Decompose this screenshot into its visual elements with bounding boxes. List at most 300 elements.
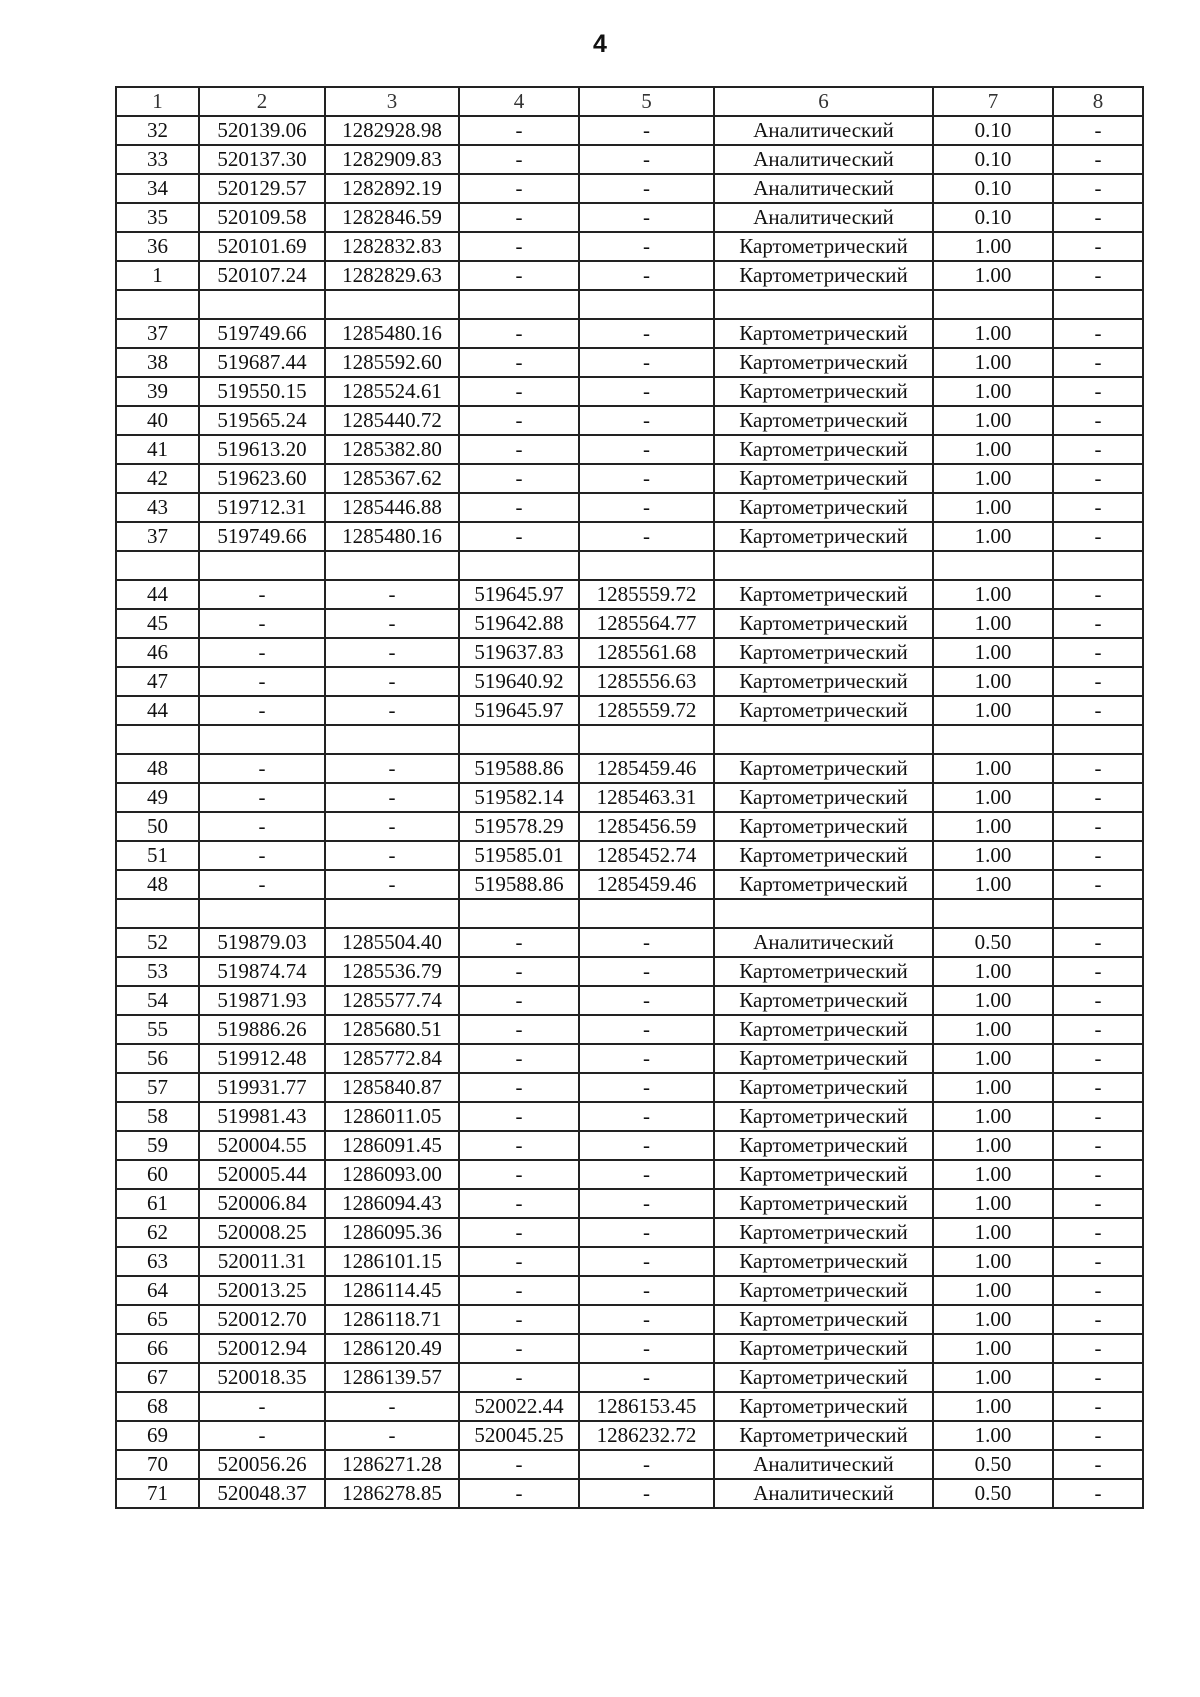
table-cell: 520056.26 <box>199 1450 325 1479</box>
table-row <box>116 667 1143 696</box>
table-cell: - <box>459 1073 579 1102</box>
table-cell: 1285577.74 <box>325 986 459 1015</box>
table-cell: 35 <box>116 203 199 232</box>
table-cell: Картометрический <box>714 232 933 261</box>
table-cell: Картометрический <box>714 1189 933 1218</box>
table-cell: 42 <box>116 464 199 493</box>
table-cell: 49 <box>116 783 199 812</box>
table-cell: Картометрический <box>714 1218 933 1247</box>
table-cell: - <box>1053 1421 1143 1450</box>
table-row <box>116 754 1143 783</box>
table-cell: 1.00 <box>933 348 1053 377</box>
table-cell: Картометрический <box>714 261 933 290</box>
table-cell: 1286095.36 <box>325 1218 459 1247</box>
table-cell: 1285480.16 <box>325 319 459 348</box>
table-row <box>116 638 1143 667</box>
table-cell: 1.00 <box>933 1305 1053 1334</box>
table-cell: 519981.43 <box>199 1102 325 1131</box>
column-header: 2 <box>199 87 325 116</box>
table-row <box>116 1073 1143 1102</box>
table-cell: 40 <box>116 406 199 435</box>
table-cell: 64 <box>116 1276 199 1305</box>
table-row <box>116 812 1143 841</box>
table-cell: - <box>459 928 579 957</box>
table-cell: - <box>199 667 325 696</box>
table-cell: 32 <box>116 116 199 145</box>
table-cell: Картометрический <box>714 1044 933 1073</box>
table-cell: - <box>199 783 325 812</box>
table-row <box>116 783 1143 812</box>
table-cell: - <box>199 841 325 870</box>
table-cell: Аналитический <box>714 116 933 145</box>
table-cell: - <box>459 1131 579 1160</box>
table-cell <box>459 290 579 319</box>
table-cell: 60 <box>116 1160 199 1189</box>
table-cell: 0.10 <box>933 116 1053 145</box>
table-row <box>116 145 1143 174</box>
table-cell: - <box>1053 232 1143 261</box>
table-cell: 61 <box>116 1189 199 1218</box>
table-cell: - <box>325 870 459 899</box>
table-cell: 519640.92 <box>459 667 579 696</box>
table-cell: 45 <box>116 609 199 638</box>
table-cell: 48 <box>116 754 199 783</box>
table-row <box>116 928 1143 957</box>
table-cell: 519642.88 <box>459 609 579 638</box>
table-cell: 520006.84 <box>199 1189 325 1218</box>
table-cell: 1286114.45 <box>325 1276 459 1305</box>
table-cell: 1285446.88 <box>325 493 459 522</box>
column-header: 8 <box>1053 87 1143 116</box>
table-cell: 1.00 <box>933 464 1053 493</box>
table-cell: Картометрический <box>714 609 933 638</box>
table-cell: - <box>1053 580 1143 609</box>
table-row <box>116 377 1143 406</box>
table-cell <box>579 290 714 319</box>
table-cell: - <box>579 406 714 435</box>
table-cell: - <box>459 464 579 493</box>
table-cell: Картометрический <box>714 406 933 435</box>
table-cell: 56 <box>116 1044 199 1073</box>
table-cell: 1.00 <box>933 1392 1053 1421</box>
table-cell: 1.00 <box>933 1044 1053 1073</box>
table-cell: 1286101.15 <box>325 1247 459 1276</box>
table-cell <box>116 290 199 319</box>
table-cell: 50 <box>116 812 199 841</box>
table-cell: - <box>1053 145 1143 174</box>
table-cell: 34 <box>116 174 199 203</box>
table-cell: 52 <box>116 928 199 957</box>
table-cell: - <box>1053 754 1143 783</box>
table-cell <box>579 551 714 580</box>
table-cell: 519623.60 <box>199 464 325 493</box>
table-cell: 520008.25 <box>199 1218 325 1247</box>
table-cell <box>199 290 325 319</box>
table-cell: Картометрический <box>714 464 933 493</box>
table-cell: - <box>1053 174 1143 203</box>
table-cell: Картометрический <box>714 638 933 667</box>
table-cell: - <box>199 609 325 638</box>
table-cell: - <box>459 1276 579 1305</box>
column-header: 7 <box>933 87 1053 116</box>
table-cell: 1.00 <box>933 522 1053 551</box>
table-cell: 1.00 <box>933 667 1053 696</box>
table-cell: 1.00 <box>933 232 1053 261</box>
table-cell: - <box>1053 638 1143 667</box>
table-cell: - <box>459 1102 579 1131</box>
table-cell: Картометрический <box>714 870 933 899</box>
table-row <box>116 493 1143 522</box>
table-cell: 519578.29 <box>459 812 579 841</box>
table-row <box>116 522 1143 551</box>
table-cell: 519613.20 <box>199 435 325 464</box>
table-cell: 43 <box>116 493 199 522</box>
table-cell: - <box>579 203 714 232</box>
table-cell: - <box>579 957 714 986</box>
table-cell: Картометрический <box>714 435 933 464</box>
table-cell: 1.00 <box>933 435 1053 464</box>
table-cell: 1282832.83 <box>325 232 459 261</box>
table-cell: - <box>1053 1479 1143 1508</box>
table-cell: - <box>459 319 579 348</box>
table-cell: - <box>579 1160 714 1189</box>
table-cell <box>714 290 933 319</box>
header-row <box>116 87 1143 116</box>
column-header: 3 <box>325 87 459 116</box>
table-cell: 58 <box>116 1102 199 1131</box>
table-cell: 38 <box>116 348 199 377</box>
table-cell: - <box>1053 841 1143 870</box>
table-cell: 519931.77 <box>199 1073 325 1102</box>
table-cell: 520011.31 <box>199 1247 325 1276</box>
table-cell: Картометрический <box>714 696 933 725</box>
table-cell <box>199 725 325 754</box>
table-cell: - <box>1053 1450 1143 1479</box>
table-cell: 41 <box>116 435 199 464</box>
table-cell: 520139.06 <box>199 116 325 145</box>
table-cell: 1286139.57 <box>325 1363 459 1392</box>
table-cell: - <box>459 406 579 435</box>
table-cell: 1282909.83 <box>325 145 459 174</box>
table-cell: - <box>459 493 579 522</box>
table-cell: - <box>325 841 459 870</box>
table-cell: - <box>325 667 459 696</box>
table-cell: 71 <box>116 1479 199 1508</box>
table-cell: 1.00 <box>933 812 1053 841</box>
table-cell: - <box>1053 464 1143 493</box>
table-cell: 1.00 <box>933 1073 1053 1102</box>
table-cell: - <box>579 1102 714 1131</box>
table-row <box>116 1218 1143 1247</box>
table-cell: Аналитический <box>714 1450 933 1479</box>
table-cell: 1.00 <box>933 754 1053 783</box>
table-cell: Картометрический <box>714 667 933 696</box>
table-cell: - <box>579 348 714 377</box>
table-cell: 1.00 <box>933 957 1053 986</box>
table-cell <box>459 725 579 754</box>
table-cell: - <box>199 638 325 667</box>
table-cell: 33 <box>116 145 199 174</box>
table-cell: 520004.55 <box>199 1131 325 1160</box>
table-cell: - <box>459 377 579 406</box>
table-cell: 1285440.72 <box>325 406 459 435</box>
table-cell <box>579 899 714 928</box>
table-cell: 1.00 <box>933 1363 1053 1392</box>
table-row <box>116 203 1143 232</box>
table-cell: - <box>579 1015 714 1044</box>
table-cell: 1285452.74 <box>579 841 714 870</box>
table-cell <box>1053 290 1143 319</box>
table-cell: 519749.66 <box>199 522 325 551</box>
table-cell: - <box>325 812 459 841</box>
table-row <box>116 1131 1143 1160</box>
table-cell: 47 <box>116 667 199 696</box>
table-cell: Аналитический <box>714 928 933 957</box>
table-cell: - <box>579 464 714 493</box>
table-cell: 63 <box>116 1247 199 1276</box>
table-cell: 520022.44 <box>459 1392 579 1421</box>
table-cell: - <box>579 435 714 464</box>
table-cell: 520013.25 <box>199 1276 325 1305</box>
table-cell: 1.00 <box>933 1334 1053 1363</box>
table-cell: 69 <box>116 1421 199 1450</box>
table-spacer-row <box>116 551 1143 580</box>
table-row <box>116 232 1143 261</box>
table-cell: Картометрический <box>714 1131 933 1160</box>
table-cell: - <box>1053 957 1143 986</box>
table-cell: Картометрический <box>714 1392 933 1421</box>
table-cell: 37 <box>116 522 199 551</box>
table-cell: - <box>459 174 579 203</box>
table-cell: - <box>459 203 579 232</box>
table-cell: 59 <box>116 1131 199 1160</box>
table-cell: 1286094.43 <box>325 1189 459 1218</box>
table-cell <box>1053 725 1143 754</box>
table-cell: 68 <box>116 1392 199 1421</box>
table-cell: 54 <box>116 986 199 1015</box>
table-cell: - <box>579 928 714 957</box>
table-cell <box>579 725 714 754</box>
table-row <box>116 1102 1143 1131</box>
table-row <box>116 1450 1143 1479</box>
table-cell: 1285459.46 <box>579 870 714 899</box>
table-cell: - <box>459 1160 579 1189</box>
table-cell: 1285561.68 <box>579 638 714 667</box>
table-cell: 519585.01 <box>459 841 579 870</box>
table-cell: - <box>579 319 714 348</box>
table-cell: - <box>579 1450 714 1479</box>
table-cell: 1 <box>116 261 199 290</box>
table-cell: 37 <box>116 319 199 348</box>
table-cell: - <box>199 870 325 899</box>
table-cell: 1285480.16 <box>325 522 459 551</box>
table-cell: - <box>459 261 579 290</box>
table-cell: 39 <box>116 377 199 406</box>
table-cell <box>199 899 325 928</box>
table-cell <box>1053 551 1143 580</box>
table-cell: 1285504.40 <box>325 928 459 957</box>
table-cell: - <box>459 1015 579 1044</box>
table-spacer-row <box>116 290 1143 319</box>
table-row <box>116 696 1143 725</box>
table-cell: - <box>579 1247 714 1276</box>
table-cell: 519871.93 <box>199 986 325 1015</box>
table-cell: 519645.97 <box>459 580 579 609</box>
table-row <box>116 406 1143 435</box>
table-cell: - <box>579 377 714 406</box>
table-cell: - <box>1053 493 1143 522</box>
table-cell: - <box>325 754 459 783</box>
table-row <box>116 116 1143 145</box>
table-cell: Картометрический <box>714 841 933 870</box>
page-number: 4 <box>593 30 607 58</box>
table-cell <box>325 290 459 319</box>
table-row <box>116 1334 1143 1363</box>
table-cell: 519749.66 <box>199 319 325 348</box>
table-cell: - <box>459 145 579 174</box>
table-cell: - <box>1053 1392 1143 1421</box>
table-cell <box>199 551 325 580</box>
table-cell: 67 <box>116 1363 199 1392</box>
table-cell <box>1053 899 1143 928</box>
table-cell: 1286093.00 <box>325 1160 459 1189</box>
table-cell: - <box>459 435 579 464</box>
table-cell: 0.10 <box>933 174 1053 203</box>
table-cell: 519886.26 <box>199 1015 325 1044</box>
table-cell: 1282846.59 <box>325 203 459 232</box>
table-cell: 1.00 <box>933 696 1053 725</box>
table-cell: 519712.31 <box>199 493 325 522</box>
table-cell: 1285559.72 <box>579 580 714 609</box>
table-cell: 1285459.46 <box>579 754 714 783</box>
table-cell: 1.00 <box>933 406 1053 435</box>
table-cell: 1286011.05 <box>325 1102 459 1131</box>
table-cell: 1.00 <box>933 986 1053 1015</box>
table-cell: - <box>1053 928 1143 957</box>
table-cell: - <box>579 145 714 174</box>
table-cell: - <box>325 783 459 812</box>
table-cell: 1285556.63 <box>579 667 714 696</box>
table-cell: - <box>1053 986 1143 1015</box>
column-header: 5 <box>579 87 714 116</box>
table-cell: 1.00 <box>933 580 1053 609</box>
table-cell: - <box>459 232 579 261</box>
table-cell: Картометрический <box>714 1363 933 1392</box>
table-row <box>116 1015 1143 1044</box>
table-cell: 1.00 <box>933 319 1053 348</box>
table-cell: - <box>199 1421 325 1450</box>
table-cell <box>933 899 1053 928</box>
table-cell: - <box>459 1189 579 1218</box>
table-cell: 1282928.98 <box>325 116 459 145</box>
table-cell: 1286120.49 <box>325 1334 459 1363</box>
table-cell: - <box>199 580 325 609</box>
table-cell: 1286153.45 <box>579 1392 714 1421</box>
table-cell: 1285592.60 <box>325 348 459 377</box>
table-cell: 36 <box>116 232 199 261</box>
table-cell: 519582.14 <box>459 783 579 812</box>
table-cell: - <box>325 1392 459 1421</box>
table-row <box>116 841 1143 870</box>
table-cell: - <box>1053 870 1143 899</box>
table-cell: 55 <box>116 1015 199 1044</box>
table-cell: 44 <box>116 696 199 725</box>
table-cell: Картометрический <box>714 1247 933 1276</box>
table-cell: 519874.74 <box>199 957 325 986</box>
table-cell: 519637.83 <box>459 638 579 667</box>
table-cell: - <box>199 812 325 841</box>
table-cell: - <box>579 493 714 522</box>
table-row <box>116 435 1143 464</box>
table-cell: 1.00 <box>933 1015 1053 1044</box>
table-cell: 51 <box>116 841 199 870</box>
table-cell: - <box>1053 1044 1143 1073</box>
table-cell: - <box>1053 1276 1143 1305</box>
table-cell: 70 <box>116 1450 199 1479</box>
table-cell: 0.10 <box>933 145 1053 174</box>
table-cell: 1286118.71 <box>325 1305 459 1334</box>
table-cell: Картометрический <box>714 580 933 609</box>
table-cell: 519588.86 <box>459 870 579 899</box>
table-cell: 1282829.63 <box>325 261 459 290</box>
table-cell: Картометрический <box>714 812 933 841</box>
table-cell <box>325 551 459 580</box>
table-cell: - <box>579 1479 714 1508</box>
table-cell <box>325 899 459 928</box>
table-cell: 1.00 <box>933 1160 1053 1189</box>
table-cell: 0.50 <box>933 1450 1053 1479</box>
table-cell: Картометрический <box>714 754 933 783</box>
table-cell: 519550.15 <box>199 377 325 406</box>
table-cell: Аналитический <box>714 145 933 174</box>
column-header: 1 <box>116 87 199 116</box>
column-header: 6 <box>714 87 933 116</box>
table-cell: Картометрический <box>714 1015 933 1044</box>
table-cell: 519912.48 <box>199 1044 325 1073</box>
table-cell <box>116 551 199 580</box>
table-cell <box>116 899 199 928</box>
table-cell <box>459 899 579 928</box>
table-cell: - <box>459 1450 579 1479</box>
table-cell: - <box>459 1247 579 1276</box>
table-cell: - <box>459 1218 579 1247</box>
table-cell: Картометрический <box>714 1305 933 1334</box>
table-cell: 62 <box>116 1218 199 1247</box>
table-cell: - <box>579 1131 714 1160</box>
table-cell: 1.00 <box>933 261 1053 290</box>
table-cell: - <box>579 1305 714 1334</box>
table-cell: 57 <box>116 1073 199 1102</box>
table-cell: 1.00 <box>933 377 1053 406</box>
table-cell: - <box>1053 609 1143 638</box>
table-cell: 520101.69 <box>199 232 325 261</box>
table-cell: 1.00 <box>933 783 1053 812</box>
table-row <box>116 609 1143 638</box>
table-row <box>116 261 1143 290</box>
table-cell: - <box>579 261 714 290</box>
table-cell: - <box>459 986 579 1015</box>
table-row <box>116 464 1143 493</box>
table-row <box>116 1305 1143 1334</box>
table-cell: - <box>1053 1015 1143 1044</box>
table-cell: - <box>1053 1305 1143 1334</box>
table-cell: 519879.03 <box>199 928 325 957</box>
table-cell: 48 <box>116 870 199 899</box>
table-cell: - <box>459 348 579 377</box>
table-row <box>116 1479 1143 1508</box>
table-cell: - <box>579 1334 714 1363</box>
table-cell: - <box>459 1363 579 1392</box>
